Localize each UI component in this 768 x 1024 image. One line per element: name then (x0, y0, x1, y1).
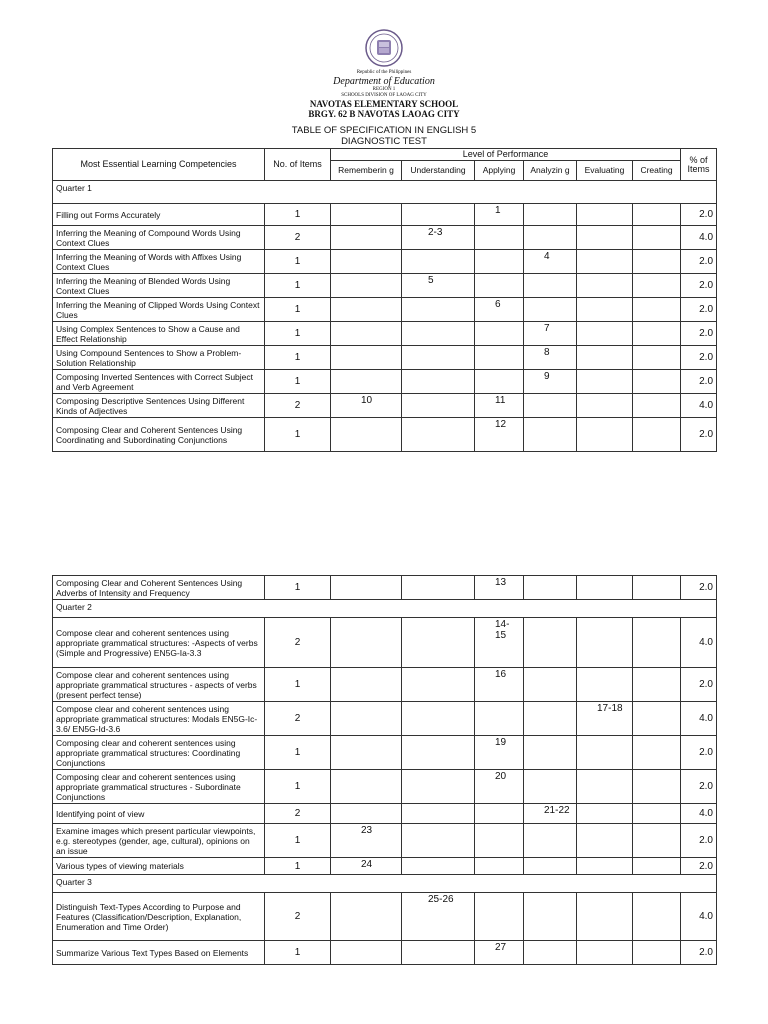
evaluating-cell: 17-18 (577, 702, 633, 736)
competency-cell: Composing Clear and Coherent Sentences Using Adverbs of Intensity and Frequency (53, 576, 265, 600)
header-understanding: Understanding (402, 161, 475, 181)
competency-row (53, 346, 717, 370)
header-percent-items: % of Items (681, 149, 717, 181)
applying-cell: 13 (475, 576, 524, 600)
percent-cell: 2.0 (681, 941, 717, 965)
remembering-cell (331, 668, 402, 702)
competency-row (53, 274, 717, 298)
items-cell: 2 (265, 702, 331, 736)
evaluating-cell (577, 941, 633, 965)
analyzing-cell (524, 394, 577, 418)
competency-row (53, 824, 717, 858)
competency-row (53, 418, 717, 452)
remembering-cell (331, 618, 402, 668)
remembering-cell (331, 204, 402, 226)
competency-row (53, 702, 717, 736)
applying-cell (475, 804, 524, 824)
creating-cell (633, 668, 681, 702)
percent-cell: 2.0 (681, 370, 717, 394)
creating-cell (633, 394, 681, 418)
competency-row (53, 858, 717, 875)
competency-cell: Composing clear and coherent sentences using appropriate grammatical structures - Subordinate Conjunctions (53, 770, 265, 804)
quarter-row (53, 181, 717, 204)
creating-cell (633, 618, 681, 668)
understanding-cell (402, 858, 475, 875)
creating-cell (633, 298, 681, 322)
evaluating-cell (577, 394, 633, 418)
items-cell: 2 (265, 804, 331, 824)
analyzing-cell: 8 (524, 346, 577, 370)
competency-cell: Composing clear and coherent sentences using appropriate grammatical structures: Coordinating Conjunctions (53, 736, 265, 770)
understanding-cell (402, 702, 475, 736)
understanding-cell (402, 770, 475, 804)
competency-row (53, 770, 717, 804)
creating-cell (633, 770, 681, 804)
understanding-cell (402, 576, 475, 600)
percent-cell: 2.0 (681, 204, 717, 226)
competency-cell: Summarize Various Text Types Based on Elements (53, 941, 265, 965)
header-remembering: Rememberin g (331, 161, 402, 181)
remembering-cell (331, 770, 402, 804)
percent-cell: 2.0 (681, 322, 717, 346)
items-cell: 1 (265, 668, 331, 702)
applying-cell (475, 824, 524, 858)
applying-cell (475, 858, 524, 875)
competency-row (53, 204, 717, 226)
items-cell: 1 (265, 274, 331, 298)
department-line: Department of Education (333, 76, 435, 87)
items-cell: 1 (265, 322, 331, 346)
understanding-cell (402, 736, 475, 770)
evaluating-cell (577, 346, 633, 370)
remembering-cell: 10 (331, 394, 402, 418)
evaluating-cell (577, 576, 633, 600)
applying-cell: 16 (475, 668, 524, 702)
evaluating-cell (577, 618, 633, 668)
items-cell: 1 (265, 736, 331, 770)
items-cell: 2 (265, 893, 331, 941)
competency-row (53, 804, 717, 824)
understanding-cell (402, 370, 475, 394)
percent-cell: 4.0 (681, 893, 717, 941)
items-cell: 1 (265, 370, 331, 394)
specification-table-1 (52, 148, 717, 452)
applying-cell: 14-15 (475, 618, 524, 668)
remembering-cell (331, 418, 402, 452)
competency-cell: Compose clear and coherent sentences using appropriate grammatical structures: -Aspects of verbs (Simple and Progressive) EN5G-Ia-3.3 (53, 618, 265, 668)
items-cell: 1 (265, 250, 331, 274)
applying-cell: 11 (475, 394, 524, 418)
remembering-cell (331, 346, 402, 370)
competency-cell: Identifying point of view (53, 804, 265, 824)
remembering-cell (331, 274, 402, 298)
percent-cell: 2.0 (681, 250, 717, 274)
competency-cell: Inferring the Meaning of Blended Words Using Context Clues (53, 274, 265, 298)
remembering-cell: 23 (331, 824, 402, 858)
percent-cell: 2.0 (681, 824, 717, 858)
percent-cell: 2.0 (681, 298, 717, 322)
evaluating-cell (577, 858, 633, 875)
creating-cell (633, 893, 681, 941)
competency-cell: Filling out Forms Accurately (53, 204, 265, 226)
remembering-cell (331, 250, 402, 274)
competency-cell: Compose clear and coherent sentences using appropriate grammatical structures - aspects of verbs (present perfect tense) (53, 668, 265, 702)
competency-row (53, 576, 717, 600)
applying-cell (475, 322, 524, 346)
quarter-label: Quarter 1 (53, 181, 717, 204)
remembering-cell (331, 893, 402, 941)
items-cell: 1 (265, 858, 331, 875)
competency-cell: Distinguish Text-Types According to Purpose and Features (Classification/Description, Explanation, Enumeration and Time Order) (53, 893, 265, 941)
percent-cell: 4.0 (681, 618, 717, 668)
evaluating-cell (577, 736, 633, 770)
analyzing-cell: 9 (524, 370, 577, 394)
percent-cell: 2.0 (681, 274, 717, 298)
applying-cell: 19 (475, 736, 524, 770)
understanding-cell (402, 941, 475, 965)
deped-seal-icon (364, 28, 404, 68)
remembering-cell (331, 322, 402, 346)
analyzing-cell (524, 418, 577, 452)
school-name: NAVOTAS ELEMENTARY SCHOOL (309, 99, 459, 109)
understanding-cell (402, 298, 475, 322)
competency-row (53, 668, 717, 702)
understanding-cell: 25-26 (402, 893, 475, 941)
percent-cell: 2.0 (681, 668, 717, 702)
percent-cell: 2.0 (681, 418, 717, 452)
competency-row (53, 394, 717, 418)
understanding-cell (402, 418, 475, 452)
evaluating-cell (577, 804, 633, 824)
applying-cell (475, 702, 524, 736)
items-cell: 1 (265, 824, 331, 858)
applying-cell (475, 346, 524, 370)
remembering-cell: 24 (331, 858, 402, 875)
creating-cell (633, 274, 681, 298)
items-cell: 2 (265, 226, 331, 250)
percent-cell: 2.0 (681, 346, 717, 370)
evaluating-cell (577, 418, 633, 452)
division-line: SCHOOLS DIVISION OF LAOAG CITY (341, 93, 427, 98)
competency-cell: Inferring the Meaning of Compound Words Using Context Clues (53, 226, 265, 250)
analyzing-cell (524, 702, 577, 736)
items-cell: 1 (265, 298, 331, 322)
evaluating-cell (577, 824, 633, 858)
creating-cell (633, 858, 681, 875)
items-cell: 1 (265, 346, 331, 370)
analyzing-cell (524, 576, 577, 600)
applying-cell (475, 370, 524, 394)
analyzing-cell (524, 941, 577, 965)
competency-row (53, 893, 717, 941)
title-line-2: DIAGNOSTIC TEST (341, 136, 427, 147)
applying-cell: 6 (475, 298, 524, 322)
remembering-cell (331, 941, 402, 965)
analyzing-cell (524, 298, 577, 322)
items-cell: 1 (265, 941, 331, 965)
understanding-cell (402, 250, 475, 274)
evaluating-cell (577, 204, 633, 226)
competency-cell: Composing Clear and Coherent Sentences Using Coordinating and Subordinating Conjunctions (53, 418, 265, 452)
competency-cell: Using Compound Sentences to Show a Problem-Solution Relationship (53, 346, 265, 370)
applying-cell: 27 (475, 941, 524, 965)
creating-cell (633, 250, 681, 274)
percent-cell: 4.0 (681, 702, 717, 736)
evaluating-cell (577, 770, 633, 804)
analyzing-cell: 4 (524, 250, 577, 274)
understanding-cell (402, 668, 475, 702)
header-creating: Creating (633, 161, 681, 181)
applying-cell: 20 (475, 770, 524, 804)
understanding-cell: 2-3 (402, 226, 475, 250)
remembering-cell (331, 702, 402, 736)
understanding-cell (402, 824, 475, 858)
creating-cell (633, 576, 681, 600)
region-line: REGION 1 (372, 87, 396, 92)
evaluating-cell (577, 668, 633, 702)
header-evaluating: Evaluating (577, 161, 633, 181)
evaluating-cell (577, 370, 633, 394)
understanding-cell (402, 394, 475, 418)
republic-line: Republic of the Philippines (356, 70, 412, 75)
competency-row (53, 226, 717, 250)
creating-cell (633, 702, 681, 736)
evaluating-cell (577, 322, 633, 346)
analyzing-cell (524, 668, 577, 702)
creating-cell (633, 370, 681, 394)
header-analyzing: Analyzin g (524, 161, 577, 181)
competency-cell: Composing Inverted Sentences with Correct Subject and Verb Agreement (53, 370, 265, 394)
document-header (0, 28, 768, 119)
evaluating-cell (577, 250, 633, 274)
creating-cell (633, 226, 681, 250)
competency-row (53, 298, 717, 322)
analyzing-cell (524, 858, 577, 875)
creating-cell (633, 204, 681, 226)
header-competency: Most Essential Learning Competencies (53, 149, 265, 181)
applying-cell: 12 (475, 418, 524, 452)
percent-cell: 2.0 (681, 736, 717, 770)
understanding-cell (402, 322, 475, 346)
creating-cell (633, 736, 681, 770)
title-line-1: TABLE OF SPECIFICATION IN ENGLISH 5 (291, 125, 477, 136)
remembering-cell (331, 226, 402, 250)
items-cell: 2 (265, 394, 331, 418)
quarter-label: Quarter 3 (53, 875, 717, 893)
school-address: BRGY. 62 B NAVOTAS LAOAG CITY (308, 109, 460, 119)
evaluating-cell (577, 893, 633, 941)
analyzing-cell: 21-22 (524, 804, 577, 824)
analyzing-cell (524, 736, 577, 770)
evaluating-cell (577, 298, 633, 322)
document-title (0, 125, 768, 147)
competency-row (53, 250, 717, 274)
competency-row (53, 618, 717, 668)
items-cell: 1 (265, 576, 331, 600)
percent-cell: 4.0 (681, 804, 717, 824)
percent-cell: 4.0 (681, 394, 717, 418)
creating-cell (633, 804, 681, 824)
percent-cell: 2.0 (681, 858, 717, 875)
quarter-row (53, 875, 717, 893)
applying-cell: 1 (475, 204, 524, 226)
header-items: No. of Items (265, 149, 331, 181)
competency-row (53, 370, 717, 394)
applying-cell (475, 893, 524, 941)
competency-cell: Inferring the Meaning of Words with Affixes Using Context Clues (53, 250, 265, 274)
creating-cell (633, 824, 681, 858)
competency-cell: Examine images which present particular viewpoints, e.g. stereotypes (gender, age, cultural), opinions on an issue (53, 824, 265, 858)
competency-cell: Using Complex Sentences to Show a Cause and Effect Relationship (53, 322, 265, 346)
competency-row (53, 322, 717, 346)
competency-cell: Inferring the Meaning of Clipped Words Using Context Clues (53, 298, 265, 322)
analyzing-cell: 7 (524, 322, 577, 346)
applying-cell (475, 250, 524, 274)
applying-cell (475, 274, 524, 298)
percent-cell: 4.0 (681, 226, 717, 250)
quarter-label: Quarter 2 (53, 600, 717, 618)
remembering-cell (331, 576, 402, 600)
analyzing-cell (524, 226, 577, 250)
quarter-row (53, 600, 717, 618)
evaluating-cell (577, 226, 633, 250)
items-cell: 1 (265, 418, 331, 452)
creating-cell (633, 418, 681, 452)
understanding-cell: 5 (402, 274, 475, 298)
creating-cell (633, 346, 681, 370)
remembering-cell (331, 804, 402, 824)
percent-cell: 2.0 (681, 770, 717, 804)
analyzing-cell (524, 204, 577, 226)
competency-cell: Composing Descriptive Sentences Using Different Kinds of Adjectives (53, 394, 265, 418)
items-cell: 1 (265, 204, 331, 226)
competency-row (53, 736, 717, 770)
analyzing-cell (524, 824, 577, 858)
specification-table-2 (52, 575, 717, 965)
percent-cell: 2.0 (681, 576, 717, 600)
competency-row (53, 941, 717, 965)
analyzing-cell (524, 893, 577, 941)
competency-cell: Various types of viewing materials (53, 858, 265, 875)
creating-cell (633, 322, 681, 346)
remembering-cell (331, 370, 402, 394)
understanding-cell (402, 804, 475, 824)
analyzing-cell (524, 770, 577, 804)
understanding-cell (402, 618, 475, 668)
remembering-cell (331, 736, 402, 770)
evaluating-cell (577, 274, 633, 298)
items-cell: 2 (265, 618, 331, 668)
analyzing-cell (524, 274, 577, 298)
competency-cell: Compose clear and coherent sentences using appropriate grammatical structures: Modals EN5G-Ic-3.6/ EN5G-Id-3.6 (53, 702, 265, 736)
remembering-cell (331, 298, 402, 322)
header-applying: Applying (475, 161, 524, 181)
items-cell: 1 (265, 770, 331, 804)
understanding-cell (402, 346, 475, 370)
analyzing-cell (524, 618, 577, 668)
understanding-cell (402, 204, 475, 226)
creating-cell (633, 941, 681, 965)
header-level-of-performance: Level of Performance (331, 149, 681, 161)
applying-cell (475, 226, 524, 250)
